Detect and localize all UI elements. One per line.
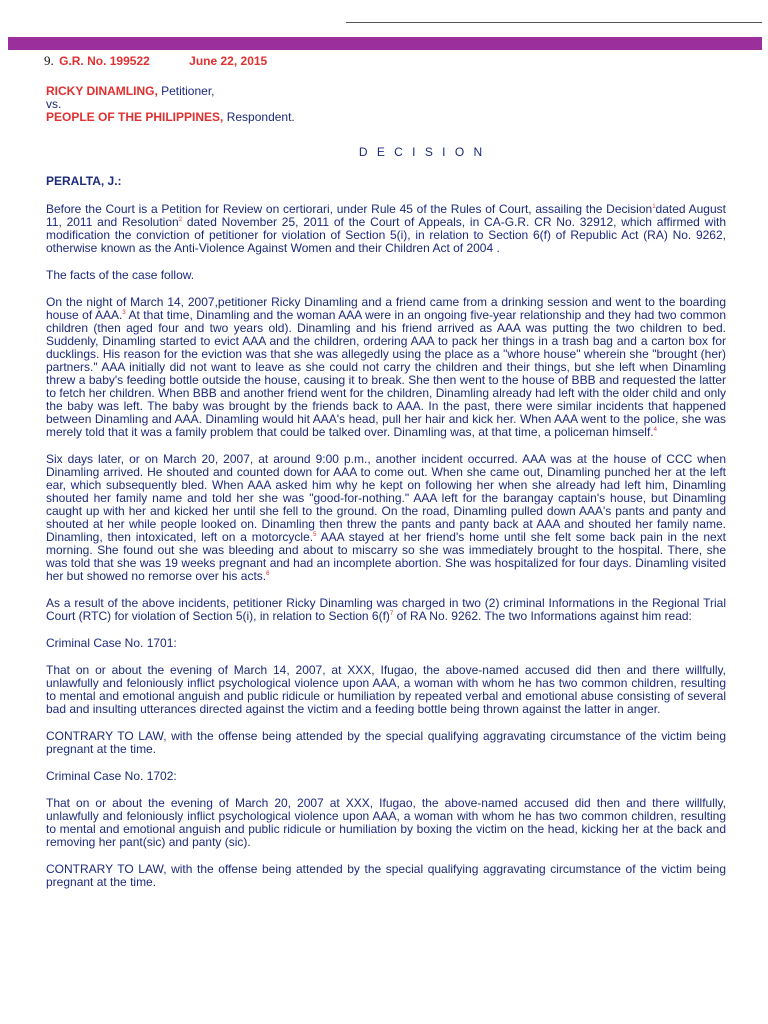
petitioner-name: RICKY DINAMLING, [46,84,158,98]
footnote-mark[interactable]: 5 [313,532,317,538]
footnote-mark[interactable]: 2 [178,217,183,223]
footnote-mark[interactable]: 6 [266,571,270,577]
paragraph: Before the Court is a Petition for Review on certiorari, under Rule 45 of the Rules of Court, assailing the Decision$^1$dated August 11, 2011 and Resolution$^2$ dated November 25, 2011 of the Court of Appeals, in CA-G.R. CR No. 32912, which affirmed with modification the conviction of petitioner for violation of Section 5(i), in relation to Section 6(f) of Republic Act (RA) No. 9262, otherwise known as the Anti-Violence Against Women and their Children Act of 2004 . [46,202,726,255]
footnote-mark[interactable]: 1 [652,204,656,210]
paragraph: On the night of March 14, 2007,petitioner Ricky Dinamling and a friend came from a drinking session and went to the boarding house of AAA.$^3$ At that time, Dinamling and the woman AAA were in an ongoing five-year relationship and they had two common children (then aged four and two years old). Dinamling and his friend arrived as AAA was putting the two children to bed. Suddenly, Dinamling started to evict AAA and the children, ordering AAA to pack her things in a trash bag and a carton box for ducklings. His reason for the eviction was that she was allegedly using the place as a "whore house" wherein she "brought (her) partners." AAA initially did not want to leave as she could not carry the children and their things, but she left when Dinamling threw a baby's feeding bottle outside the house, causing it to break. She then went to the house of BBB and requested the latter to fetch her children. When BBB and another friend went for the children, Dinamling already had left with the older child and only the baby was left. The baby was brought by the friends back to AAA. In the past, there were similar incidents that happened between Dinamling and AAA. Dinamling would hit AAA's head, pull her hair and kick her. When AAA went to the police, she was merely told that it was a family problem that could be talked over. Dinamling was, at that time, a policeman himself.$^4$ [46,295,726,439]
paragraph: That on or about the evening of March 20, 2007 at XXX, Ifugao, the above-named accused did then and there willfully, unlawfully and feloniously inflict psychological violence upon AAA, a woman with whom he has two common children, resulting to mental and emotional anguish and public ridicule or humiliation by boxing the victim on the head, kicking her at the back and removing her pant(sic) and panty (sic). [46,796,726,849]
case-index: 9. [44,53,54,68]
document-body [46,54,726,889]
respondent-role: Respondent. [223,110,295,124]
paragraph: That on or about the evening of March 14, 2007, at XXX, Ifugao, the above-named accused did then and there willfully, unlawfully and feloniously inflict psychological violence upon AAA, a woman with whom he has two common children, resulting to mental and emotional anguish and public ridicule or humiliation by repeated verbal and emotional abuse consisting of several bad and insulting utterances directed against the victim and a feeding bottle being thrown against the latter in anger. [46,663,726,716]
header-bar [8,37,762,50]
case-header [46,54,726,68]
paragraph: As a result of the above incidents, petitioner Ricky Dinamling was charged in two (2) criminal Informations in the Regional Trial Court (RTC) for violation of Section 5(i), in relation to Section $6(f)^7$ of RA No. 9262. The two Informations against him read: [46,596,726,623]
top-rule [346,22,762,23]
paragraph: CONTRARY TO LAW, with the offense being attended by the special qualifying aggravating circumstance of the victim being pregnant at the time. [46,729,726,756]
case-label: Criminal Case No. 1701: [46,636,177,650]
case-date: June 22, 2015 [189,54,268,68]
respondent-name: PEOPLE OF THE PHILIPPINES, [46,110,224,124]
paragraph: Six days later, or on March 20, 2007, at around 9:00 p.m., another incident occurred. AAA was at the house of CCC when Dinamling arrived. He shouted and counted down for AAA to come out. When she came out, Dinamling punched her at the left ear, which subsequently bled. When AAA asked him why he kept on following her when she already had left him, Dinamling shouted her family name and told her she was "good-for-nothing." AAA left for the barangay captain's house, but Dinamling caught up with her and kicked her until she fell to the ground. On the road, Dinamling pulled down AAA's pants and panty and shouted at her while people looked on. Dinamling then threw the pants and panty back at AAA and shouted her family name. Dinamling, then intoxicated, left on a motorcycle.$^5$ AAA stayed at her friend's home until she felt some back pain in the next morning. She found out she was bleeding and about to miscarry so she was immediately brought to the hospital. There, she was told that she was 19 weeks pregnant and had an incomplete abortion. She was hospitalized for four days. Dinamling visited her but showed no remorse over his acts.$^6$ [46,452,726,583]
paragraph: The facts of the case follow. [46,268,195,282]
decision-heading: D E C I S I O N [358,145,486,159]
paragraph: CONTRARY TO LAW, with the offense being attended by the special qualifying aggravating circumstance of the victim being pregnant at the time. [46,862,726,889]
case-number: G.R. No. 199522 [59,54,150,68]
case-label: Criminal Case No. 1702: [46,769,177,783]
versus: vs. [46,97,62,111]
petitioner-role: Petitioner, [157,84,215,98]
ponente: PERALTA, J.: [46,174,122,188]
footnote-mark[interactable]: 7 [389,611,394,617]
footnote-mark[interactable]: 3 [122,310,126,316]
footnote-mark[interactable]: 4 [653,427,657,433]
parties [46,85,726,124]
